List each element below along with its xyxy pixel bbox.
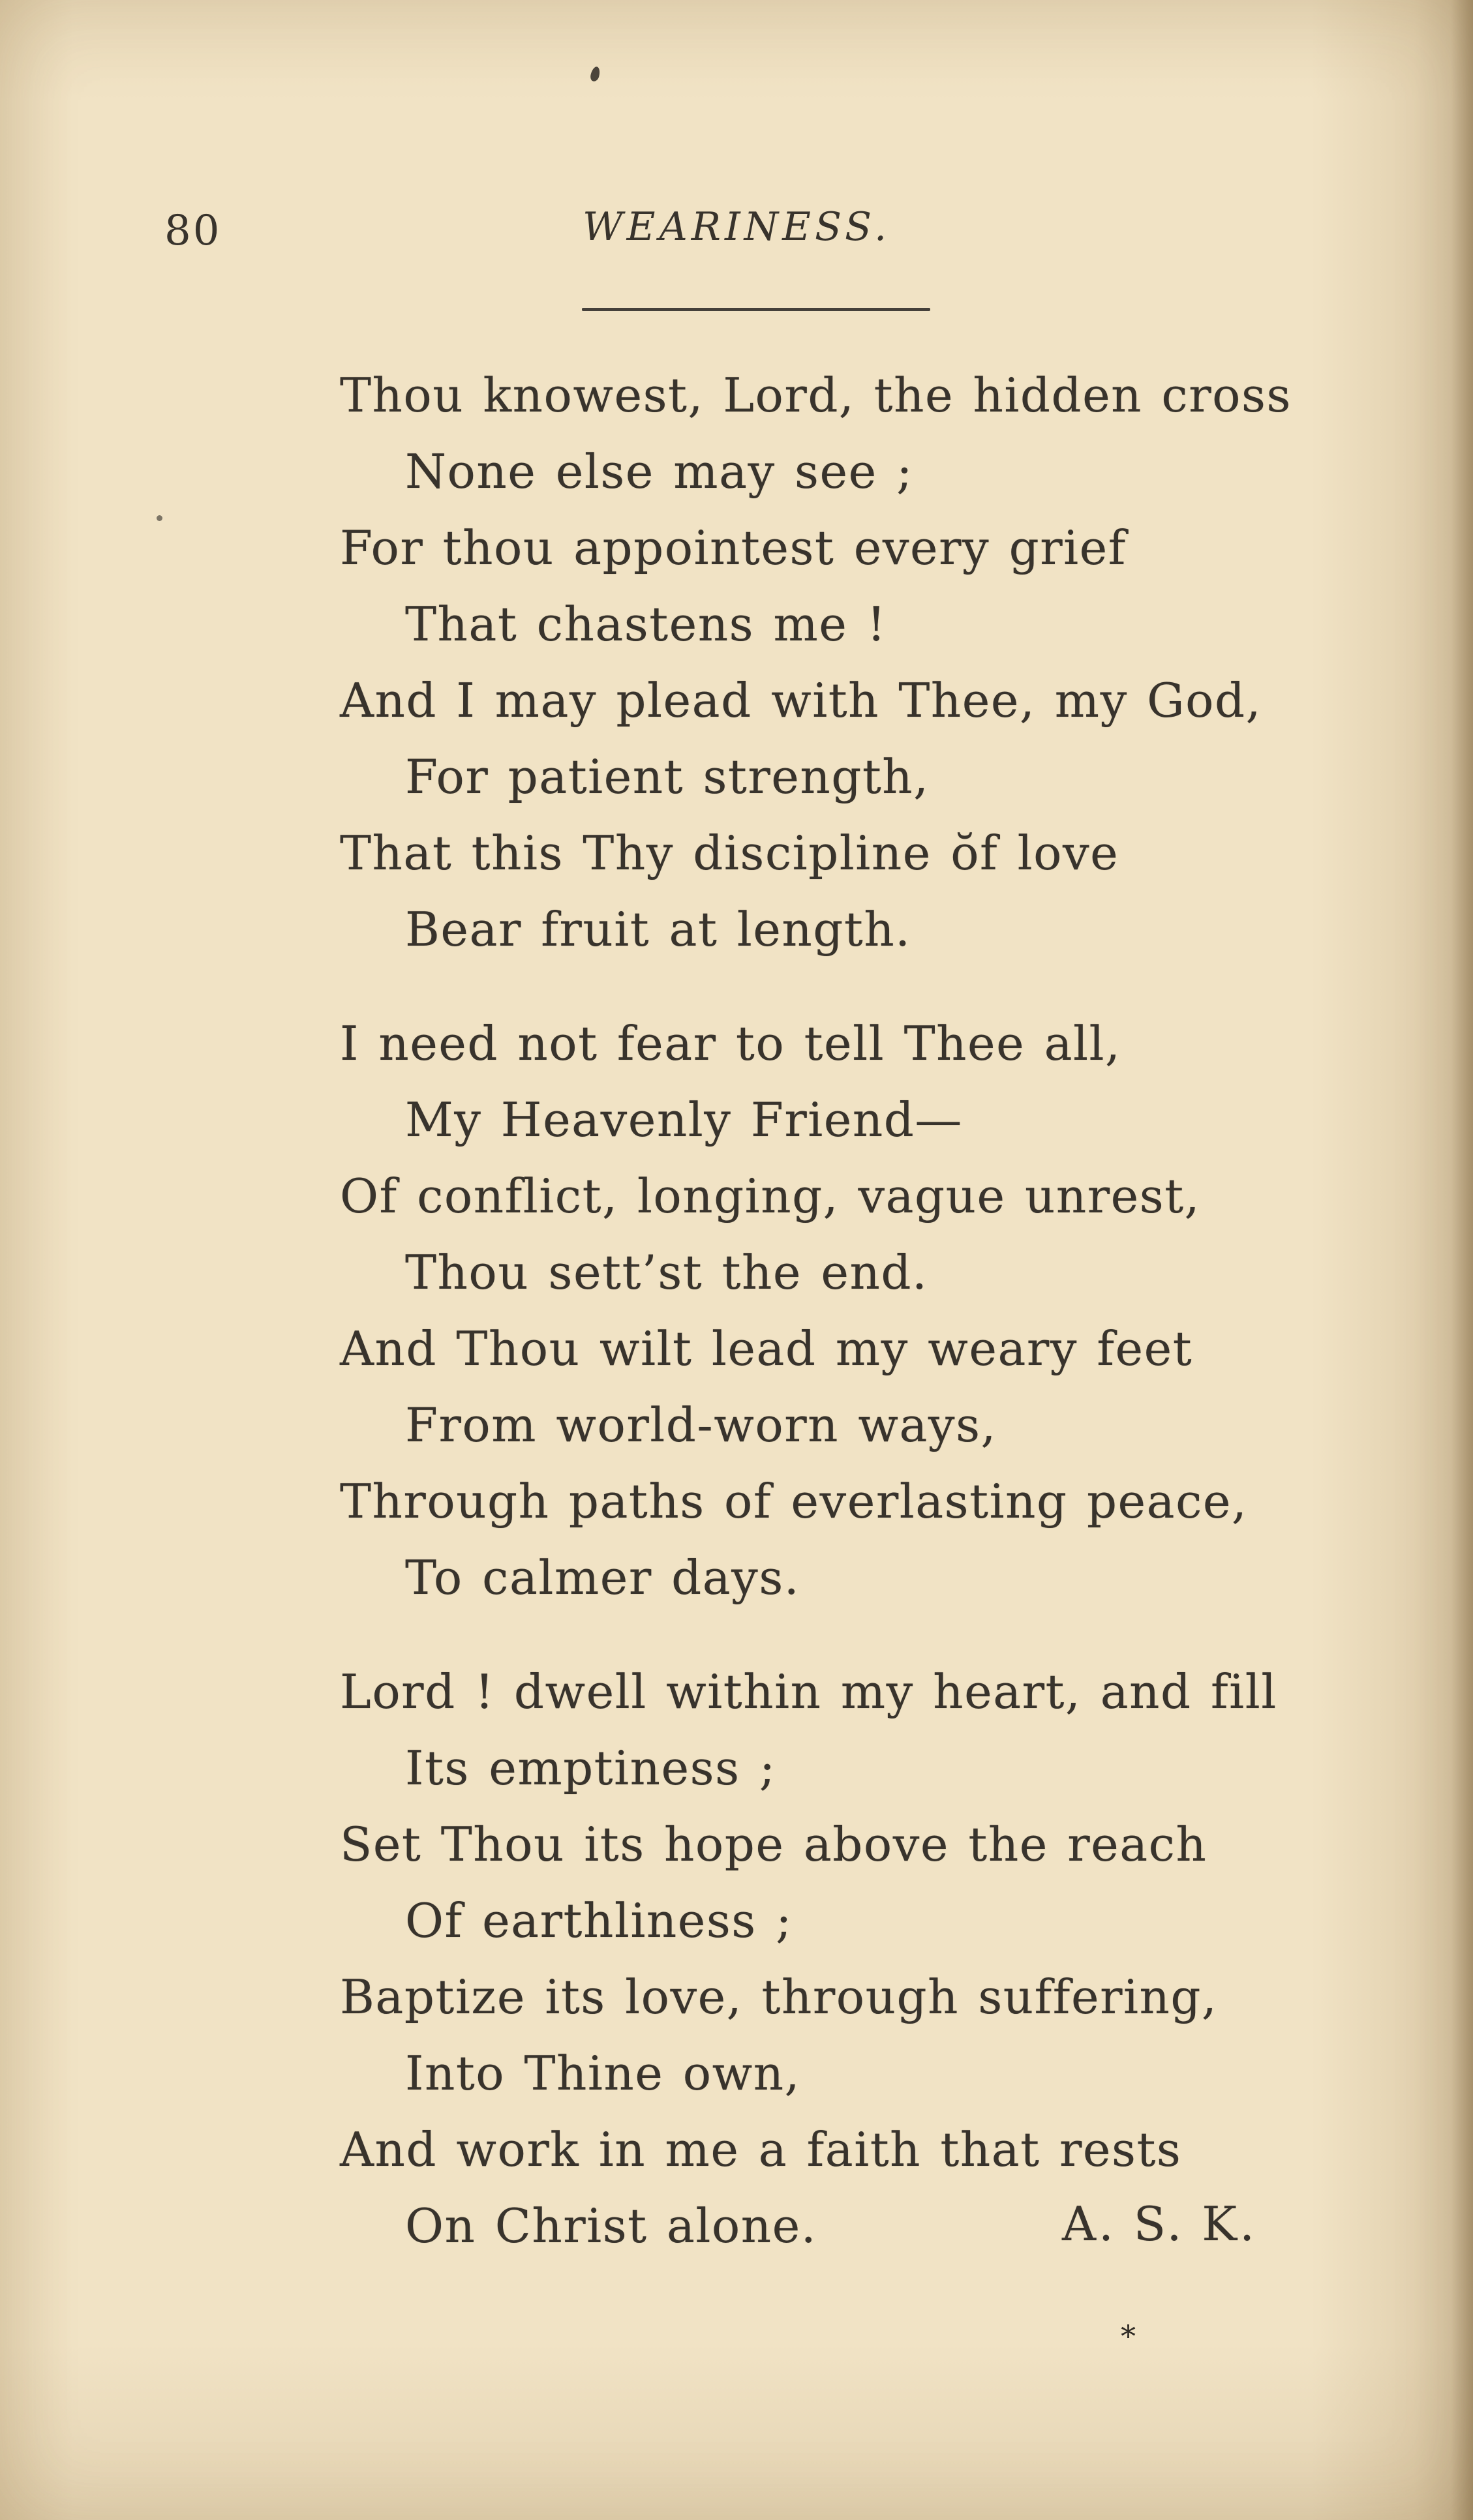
poem-line: Into Thine own,	[405, 2046, 801, 2101]
header-rule-divider	[582, 308, 930, 311]
poem-line: For thou appointest every grief	[340, 520, 1127, 575]
poem-line: Baptize its love, through suffering,	[340, 1970, 1218, 2024]
poem-line: And work in me a faith that rests	[340, 2122, 1182, 2177]
poem-line: To calmer days.	[405, 1550, 800, 1605]
stanza	[340, 1006, 1318, 1616]
page-number: 80	[164, 207, 222, 255]
running-title: WEARINESS.	[582, 204, 891, 250]
ink-dot-icon	[157, 515, 162, 521]
poem-line: Of earthliness ;	[405, 1893, 793, 1948]
stanza	[340, 357, 1318, 968]
poem-line: Lord ! dwell within my heart, and fill	[340, 1664, 1277, 1719]
poem-line: Its emptiness ;	[405, 1741, 776, 1795]
poem-line: My Heavenly Friend—	[405, 1092, 963, 1147]
poem-line: On Christ alone.	[405, 2198, 817, 2253]
poem-line: None else may see ;	[405, 444, 913, 499]
ink-speck-icon	[589, 66, 601, 82]
poem	[340, 357, 1318, 2302]
poem-line: I need not fear to tell Thee all,	[340, 1016, 1121, 1071]
poem-line: Thou sett’st the end.	[405, 1245, 928, 1300]
poem-line: Of conflict, longing, vague unrest,	[340, 1169, 1201, 1223]
poem-line: And I may plead with Thee, my God,	[340, 673, 1262, 728]
author-attribution: A. S. K.	[1062, 2197, 1257, 2251]
poem-line: Bear fruit at length.	[405, 902, 911, 957]
poem-line: And Thou wilt lead my weary feet	[340, 1321, 1193, 1376]
poem-line: For patient strength,	[405, 749, 930, 804]
page-edge-shadow	[1451, 0, 1473, 2520]
poem-line: Through paths of everlasting peace,	[340, 1474, 1248, 1529]
stanza	[340, 1654, 1318, 2264]
poem-line: That this Thy discipline ŏf love	[340, 826, 1119, 880]
poem-line: Set Thou its hope above the reach	[340, 1817, 1207, 1872]
poem-line: That chastens me !	[405, 597, 887, 652]
poem-line: From world-worn ways,	[405, 1398, 997, 1452]
poem-line: Thou knowest, Lord, the hidden cross	[340, 368, 1292, 423]
footnote-asterisk: *	[1121, 2318, 1136, 2354]
